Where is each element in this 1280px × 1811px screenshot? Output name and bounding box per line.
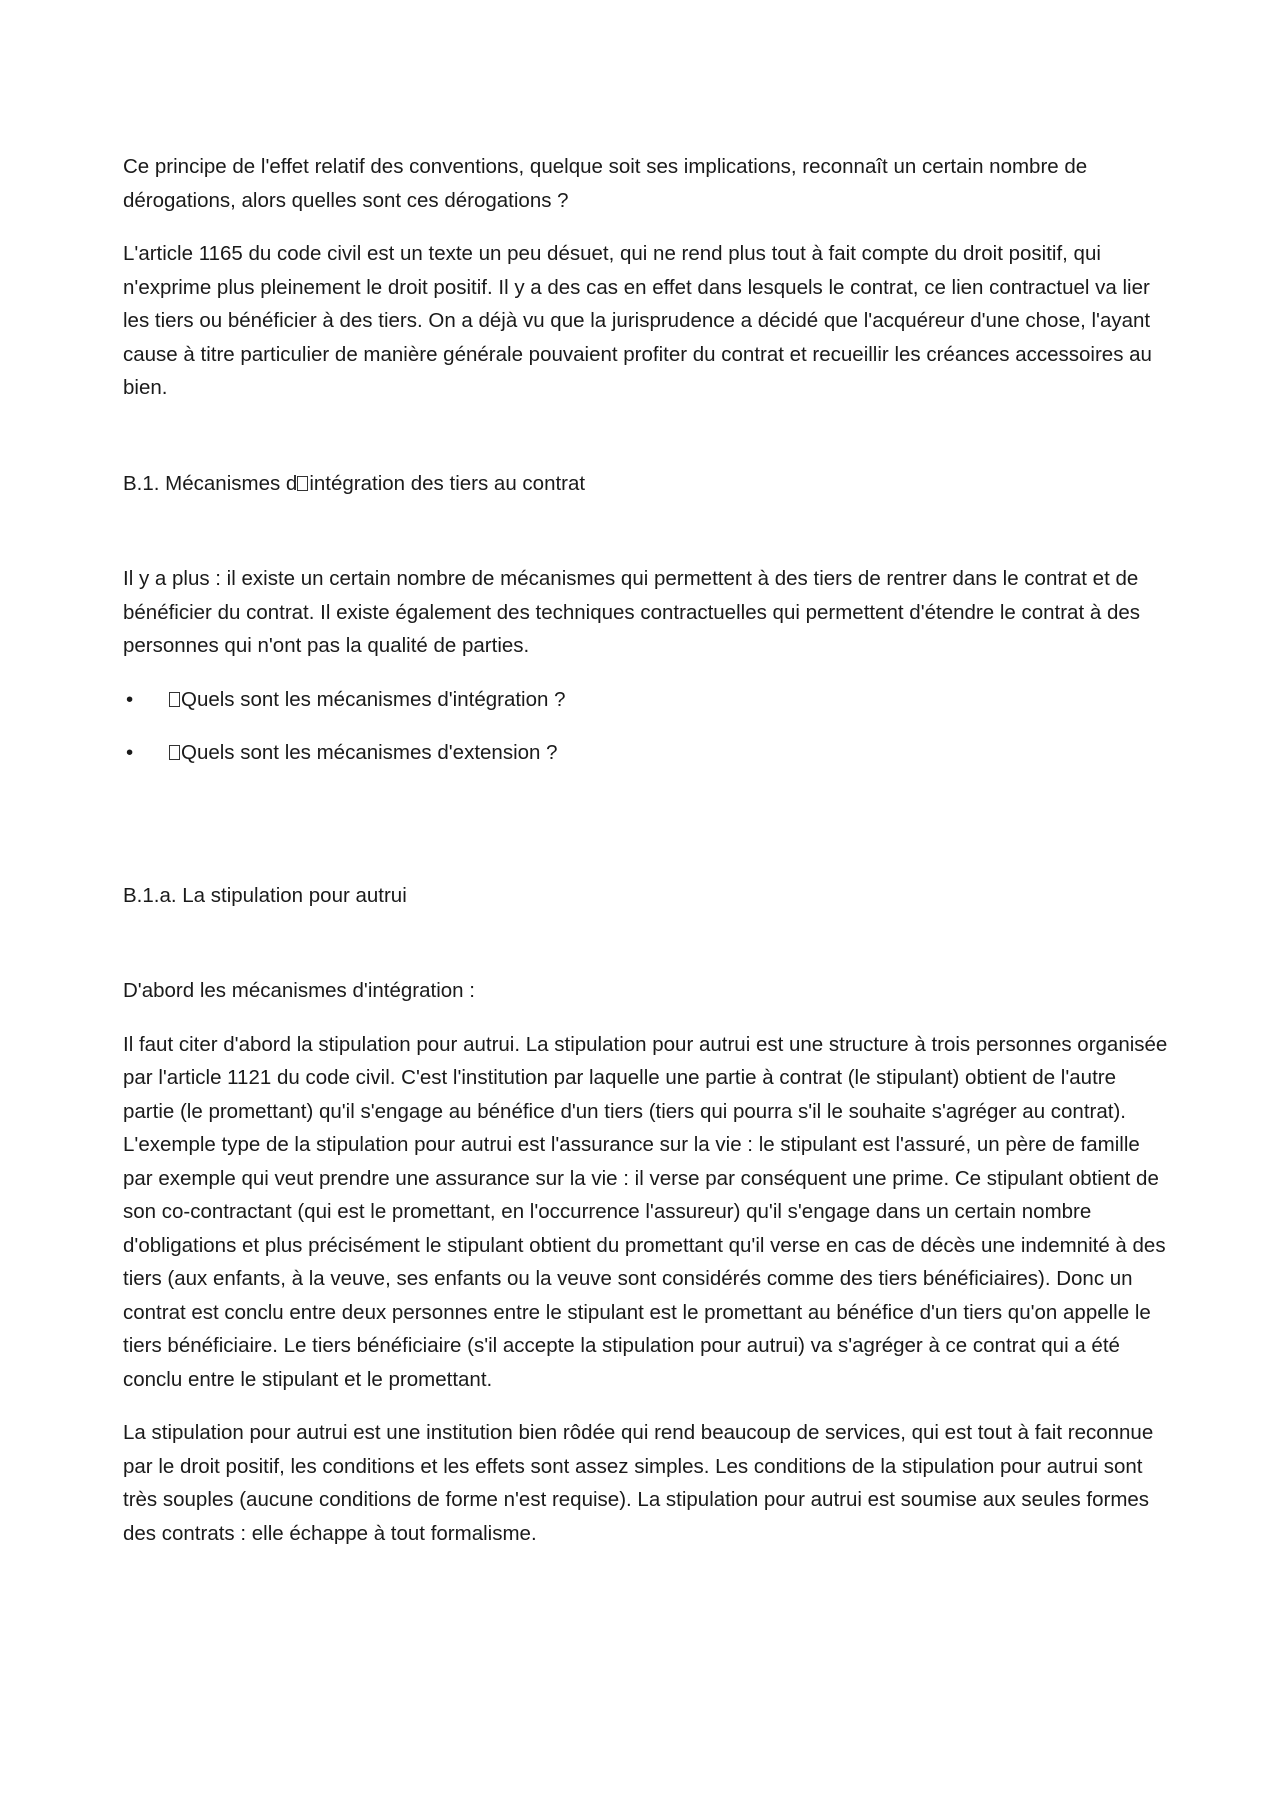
- section-b1a-paragraph-1: D'abord les mécanismes d'intégration :: [123, 979, 475, 1002]
- section-heading-b1a: B.1.a. La stipulation pour autrui: [123, 883, 407, 907]
- document-page: [123, 150, 1168, 1550]
- bullet-icon: •: [126, 687, 134, 711]
- missing-glyph-icon: [169, 745, 180, 760]
- list-item: [123, 736, 1168, 770]
- bullet-icon: •: [126, 741, 134, 764]
- intro-paragraph-1: Ce principe de l'effet relatif des conventions, quelque soit ses implications, reconnaît un certain nombre de dérogations, alors quelles sont ces dérogations ?: [123, 155, 1088, 212]
- missing-glyph-icon: [297, 476, 308, 491]
- intro-paragraph-2: L'article 1165 du code civil est un texte un peu désuet, qui ne rend plus tout à fait compte du droit positif, qui n'exprime plus pleinement le droit positif. Il y a des cas en effet dans lesquels le contrat, ce lien contractuel va lier les tiers ou bénéficier à des tiers. On a déjà vu que la jurisprudence a décidé que l'acquéreur d'une chose, l'ayant cause à titre particulier de manière générale pouvaient profiter du contrat et recueillir les créances accessoires au bien.: [123, 242, 1152, 399]
- list-item: [123, 683, 1168, 717]
- section-b1a-paragraph-2: Il faut citer d'abord la stipulation pour autrui. La stipulation pour autrui est une structure à trois personnes organisée par l'article 1121 du code civil. C'est l'institution par laquelle une partie à contrat (le stipulant) obtient de l'autre partie (le promettant) qu'il s'engage au bénéfice d'un tiers (tiers qui pourra s'il le souhaite s'agréger au contrat). L'exemple type de la stipulation pour autrui est l'assurance sur la vie : le stipulant est l'assuré, un père de famille par exemple qui veut prendre une assurance sur la vie : il verse par conséquent une prime. Ce stipulant obtient de son co-contractant (qui est le promettant, en l'occurrence l'assureur) qu'il s'engage dans un certain nombre d'obligations et plus précisément le stipulant obtient du promettant qu'il verse en cas de décès une indemnité à des tiers (aux enfants, à la veuve, ses enfants ou la veuve sont considérés comme des tiers bénéficiaires). Donc un contrat est conclu entre deux personnes entre le stipulant est le promettant au bénéfice d'un tiers qu'on appelle le tiers bénéficiaire. Le tiers bénéficiaire (s'il accepte la stipulation pour autrui) va s'agréger à ce contrat qui a été conclu entre le stipulant et le promettant.: [123, 1032, 1168, 1391]
- list-item-text: Quels sont les mécanismes d'extension ?: [181, 741, 558, 764]
- section-b1-paragraph: Il y a plus : il existe un certain nombre de mécanismes qui permettent à des tiers de rentrer dans le contrat et de bénéficier du contrat. Il existe également des techniques contractuelles qui permettent d'étendre le contrat à des personnes qui n'ont pas la qualité de parties.: [123, 567, 1140, 657]
- list-item-text: Quels sont les mécanismes d'intégration ?: [181, 687, 566, 711]
- section-b1a-paragraph-3: La stipulation pour autrui est une institution bien rôdée qui rend beaucoup de services, qui est tout à fait reconnue par le droit positif, les conditions et les effets sont assez simples. Les conditions de la stipulation pour autrui sont très souples (aucune conditions de forme n'est requise). La stipulation pour autrui est soumise aux seules formes des contrats : elle échappe à tout formalisme.: [123, 1421, 1154, 1545]
- missing-glyph-icon: [169, 692, 180, 707]
- section-heading-b1: [123, 467, 1168, 501]
- mechanisms-list: [123, 683, 1168, 770]
- section-heading-b1-end: intégration des tiers au contrat: [309, 471, 586, 495]
- section-heading-b1-start: B.1. Mécanismes d: [123, 471, 298, 495]
